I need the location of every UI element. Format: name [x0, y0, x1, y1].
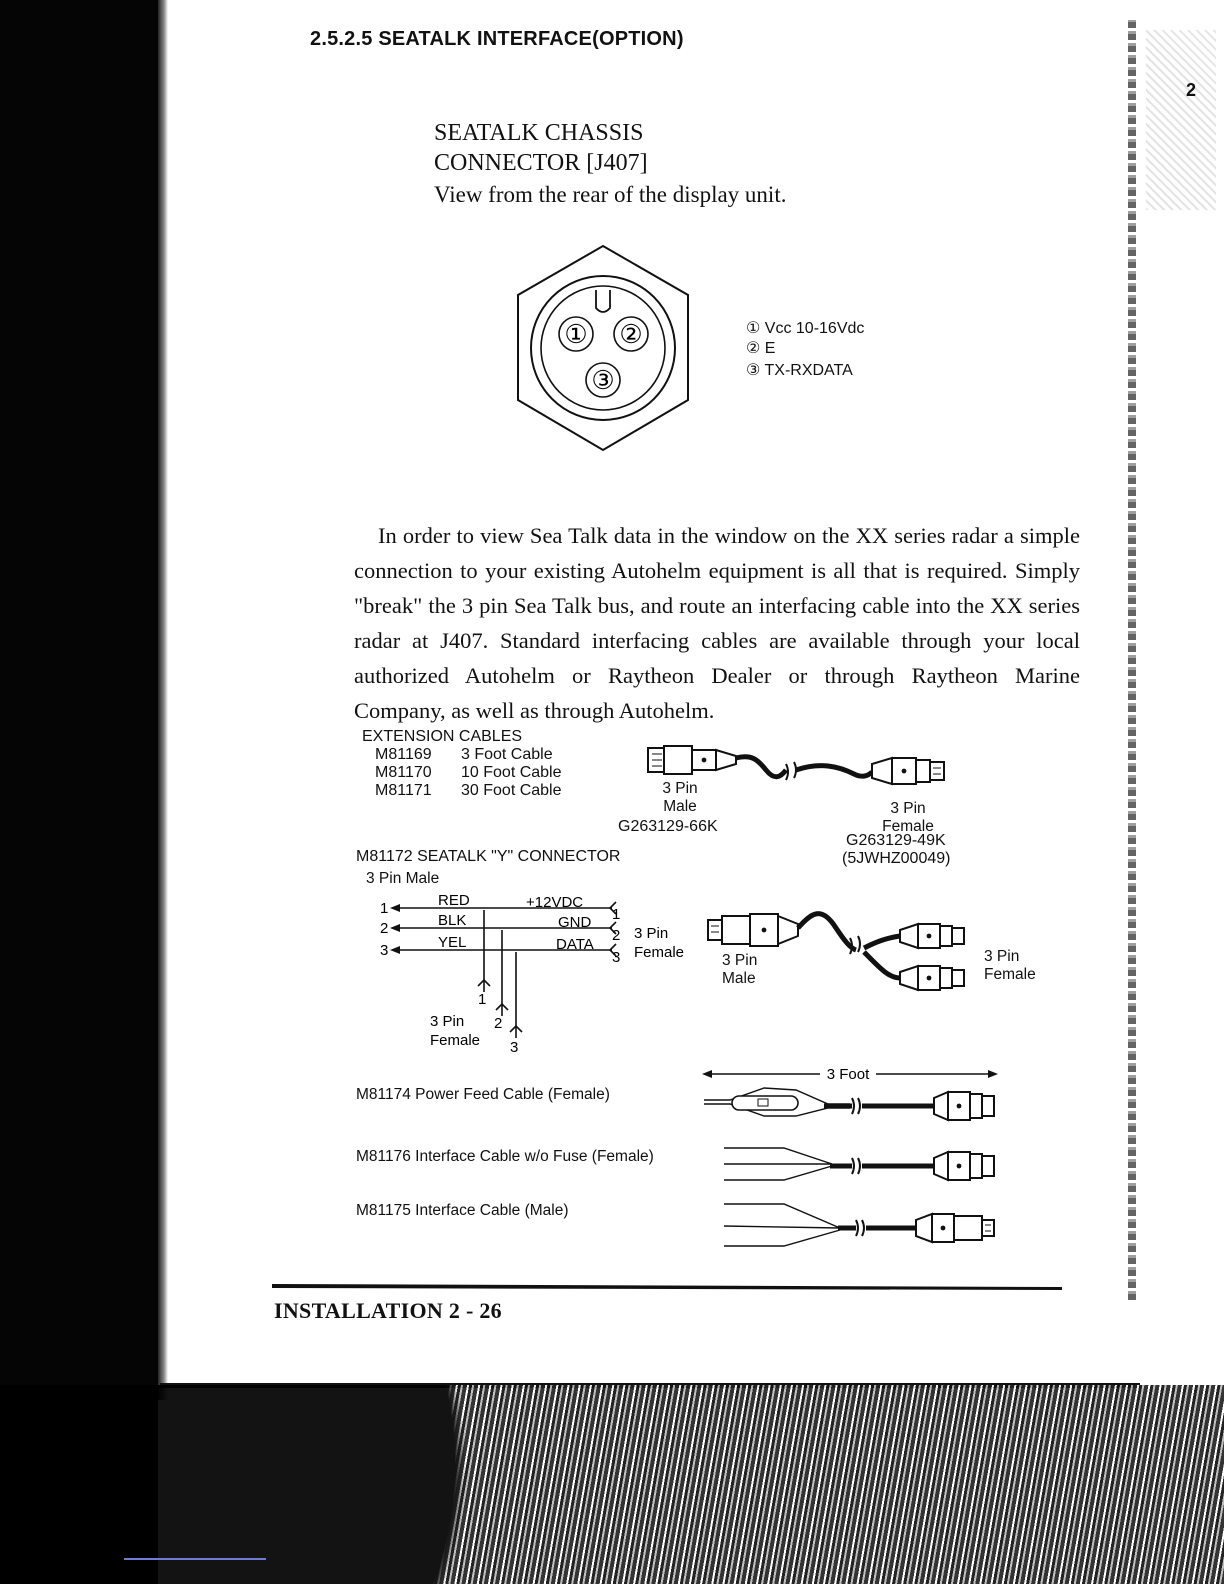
- extension-male-part-number: G263129-66K: [618, 818, 718, 835]
- y-connector-male-heading: 3 Pin Male: [366, 870, 440, 887]
- extension-male-label: 3 Pin Male: [662, 780, 698, 815]
- y-signal: GND: [558, 914, 592, 931]
- y-connector-heading: M81172 SEATALK "Y" CONNECTOR: [356, 848, 621, 865]
- svg-text:③: ③: [591, 366, 615, 395]
- interface-cable-nofuse-drawing: [720, 1140, 1000, 1192]
- y-bottom-pin: 1: [478, 991, 487, 1008]
- scan-mark: [124, 1558, 266, 1560]
- scan-binding-shadow: [0, 0, 158, 1584]
- y-right-pin: 3: [612, 949, 621, 966]
- cable-length-label: 3 Foot: [826, 1066, 870, 1083]
- pin-legend-vcc: ① Vcc 10-16Vdc: [746, 320, 865, 337]
- side-page-number: 2: [1186, 80, 1197, 100]
- pin-legend-ground: ② E: [746, 340, 776, 357]
- y-wire-color: RED: [438, 892, 470, 909]
- power-feed-cable-label: M81174 Power Feed Cable (Female): [356, 1086, 610, 1103]
- y-connector-wiring-diagram: [380, 888, 700, 1060]
- extension-cable-row: M81170 10 Foot Cable: [375, 764, 562, 781]
- body-paragraph: In order to view Sea Talk data in the window on the XX series radar a simple connection to your existing Autohelm equipment is all that is required. Simply "break" the 3 pin Sea Talk bus, and route an interfacing cable into the XX series radar at J407. Standard interfacing cables are available through your local authorized Autohelm or Raytheon Dealer or through Raytheon Marine Company, as well as through Autohelm.: [354, 523, 1080, 723]
- y-wire-color: BLK: [438, 912, 467, 929]
- scan-binding-edge: [158, 0, 168, 1400]
- y-bottom-label: Female: [430, 1032, 481, 1049]
- y-bottom-label: 3 Pin: [430, 1013, 465, 1030]
- y-bottom-pin: 3: [510, 1039, 519, 1056]
- power-feed-cable-drawing: [700, 1064, 1000, 1128]
- pin-3: [586, 363, 620, 397]
- y-wire-color: YEL: [438, 934, 467, 951]
- y-signal: +12VDC: [526, 894, 584, 911]
- interface-cable-male-drawing: [720, 1196, 1000, 1256]
- y-right-pin: 2: [612, 927, 621, 944]
- footer-page-label: INSTALLATION 2 - 26: [274, 1298, 502, 1323]
- y-right-label: 3 Pin: [634, 925, 669, 942]
- scan-right-noise: [1146, 30, 1216, 210]
- y-bottom-pin: 2: [494, 1015, 503, 1032]
- interface-cable-nofuse-label: M81176 Interface Cable w/o Fuse (Female): [356, 1148, 654, 1165]
- chassis-title-line1: SEATALK CHASSIS: [434, 120, 644, 146]
- y-left-pin: 2: [380, 920, 389, 937]
- pin-1: [559, 317, 593, 351]
- scan-right-edge: [1128, 20, 1136, 1300]
- y-signal: DATA: [556, 936, 594, 953]
- y-left-pin: 3: [380, 942, 389, 959]
- y-drawing-male-label: 3 Pin Male: [722, 952, 758, 987]
- scan-bottom-noise: [0, 1385, 1224, 1584]
- extension-cables-heading: EXTENSION CABLES: [362, 728, 523, 745]
- pin-legend-data: ③ TX-RXDATA: [746, 362, 853, 379]
- chassis-title-line2: CONNECTOR [J407]: [434, 150, 648, 176]
- y-drawing-female-label: 3 Pin Female: [984, 948, 1036, 983]
- svg-text:②: ②: [619, 320, 643, 349]
- footer-rule: [272, 1284, 1062, 1290]
- pin-2: [614, 317, 648, 351]
- y-right-label: Female: [634, 944, 685, 961]
- chassis-view-note: View from the rear of the display unit.: [434, 182, 787, 207]
- section-heading: 2.5.2.5 SEATALK INTERFACE(OPTION): [310, 28, 684, 50]
- interface-cable-male-label: M81175 Interface Cable (Male): [356, 1202, 569, 1219]
- extension-cable-row: M81171 30 Foot Cable: [375, 782, 562, 799]
- y-left-pin: 1: [380, 900, 389, 917]
- y-right-pin: 1: [612, 906, 621, 923]
- extension-female-alt-part-number: (5JWHZ00049): [842, 850, 951, 867]
- extension-female-part-number: G263129-49K: [846, 832, 946, 849]
- svg-text:①: ①: [564, 320, 588, 349]
- extension-cable-row: M81169 3 Foot Cable: [375, 746, 553, 763]
- chassis-connector-diagram: [512, 242, 694, 454]
- extension-female-label: 3 Pin Female: [882, 800, 934, 835]
